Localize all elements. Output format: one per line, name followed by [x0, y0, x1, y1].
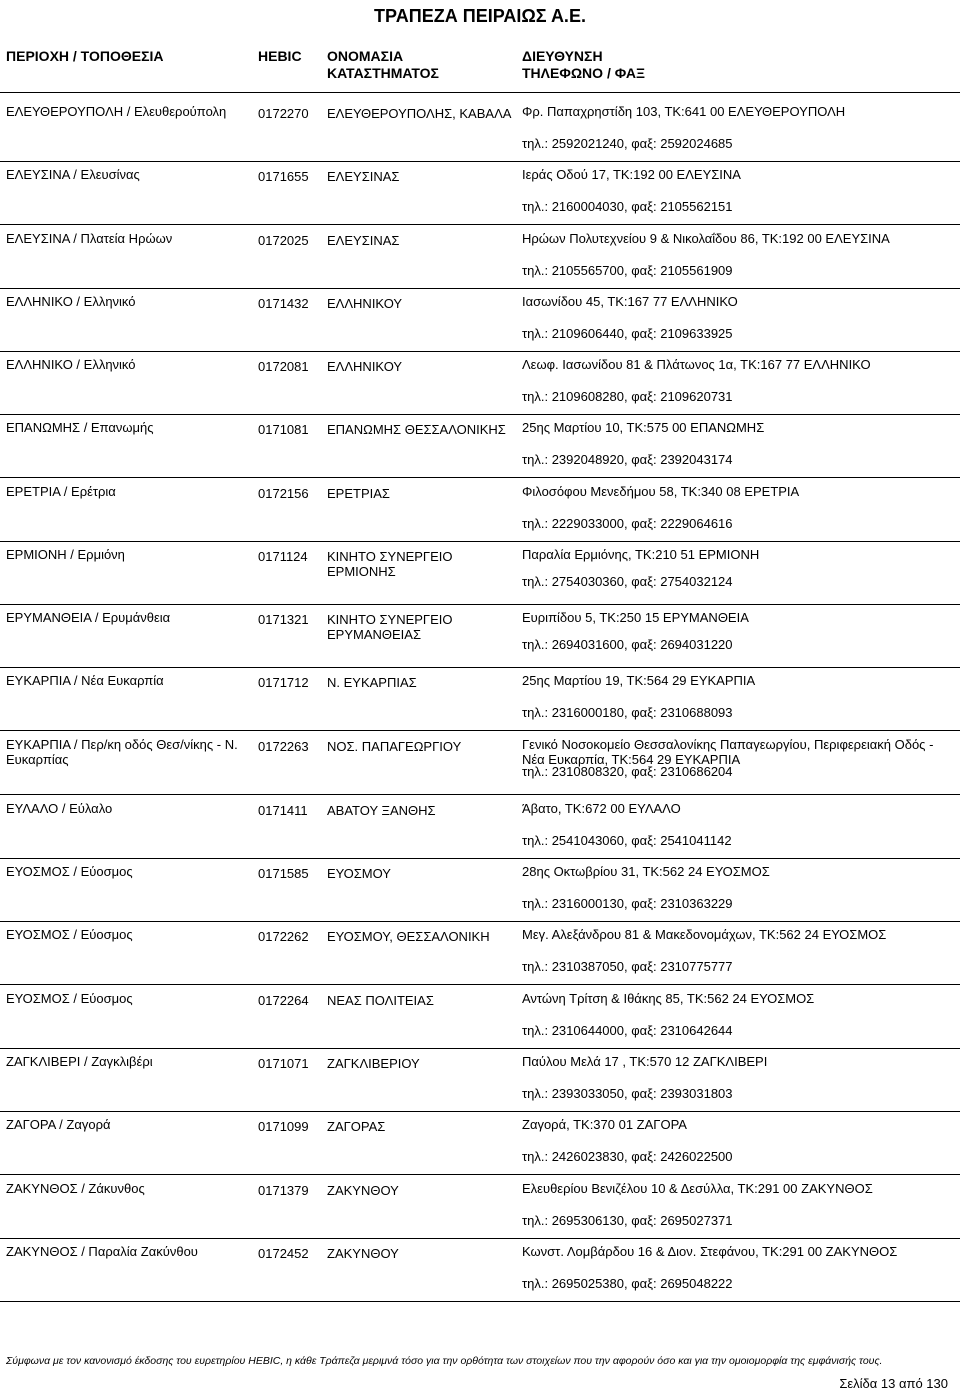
hebic-cell: 0172025 — [258, 233, 309, 248]
phone-fax-cell: τηλ.: 2754030360, φαξ: 2754032124 — [522, 574, 733, 589]
area-cell: ΕΡΕΤΡΙΑ / Ερέτρια — [6, 484, 116, 499]
address-cell: Παραλία Ερμιόνης, ΤΚ:210 51 ΕΡΜΙΟΝΗ — [522, 547, 760, 562]
header-name-line2: ΚΑΤΑΣΤΗΜΑΤΟΣ — [327, 65, 439, 81]
phone-fax-cell: τηλ.: 2392048920, φαξ: 2392043174 — [522, 452, 733, 467]
hebic-cell: 0171071 — [258, 1056, 309, 1071]
row-separator — [0, 288, 960, 289]
hebic-cell: 0172264 — [258, 993, 309, 1008]
phone-fax-cell: τηλ.: 2109606440, φαξ: 2109633925 — [522, 326, 733, 341]
branch-name-cell: ΝΟΣ. ΠΑΠΑΓΕΩΡΓΙΟΥ — [327, 739, 462, 754]
phone-fax-cell: τηλ.: 2229033000, φαξ: 2229064616 — [522, 516, 733, 531]
address-cell: Γενικό Νοσοκομείο Θεσσαλονίκης Παπαγεωργίου, Περιφερειακή Οδός - Νέα Ευκαρπία, ΤΚ:564 29 ΕΥΚΑΡΠΙΑ — [522, 737, 934, 767]
header-address-line1: ΔΙΕΥΘΥΝΣΗ — [522, 48, 603, 64]
area-cell: ΕΛΕΥΘΕΡΟΥΠΟΛΗ / Ελευθερούπολη — [6, 104, 227, 119]
branch-name-cell: ΚΙΝΗΤΟ ΣΥΝΕΡΓΕΙΟ ΕΡΥΜΑΝΘΕΙΑΣ — [327, 612, 453, 642]
branch-name-cell: ΖΑΓΟΡΑΣ — [327, 1119, 386, 1134]
area-cell: ΖΑΓΚΛΙΒΕΡΙ / Ζαγκλιβέρι — [6, 1054, 153, 1069]
phone-fax-cell: τηλ.: 2105565700, φαξ: 2105561909 — [522, 263, 733, 278]
address-cell: Φιλοσόφου Μενεδήμου 58, ΤΚ:340 08 ΕΡΕΤΡΙΑ — [522, 484, 800, 499]
area-cell: ΕΡΥΜΑΝΘΕΙΑ / Ερυμάνθεια — [6, 610, 171, 625]
hebic-cell: 0171321 — [258, 612, 309, 627]
hebic-cell: 0171432 — [258, 296, 309, 311]
row-separator — [0, 794, 960, 795]
phone-fax-cell: τηλ.: 2310808320, φαξ: 2310686204 — [522, 764, 733, 779]
branch-name-cell: Ν. ΕΥΚΑΡΠΙΑΣ — [327, 675, 417, 690]
area-cell: ΕΛΕΥΣΙΝΑ / Ελευσίνας — [6, 167, 140, 182]
address-cell: Αντώνη Τρίτση & Ιθάκης 85, ΤΚ:562 24 ΕΥΟΣΜΟΣ — [522, 991, 815, 1006]
row-separator — [0, 858, 960, 859]
phone-fax-cell: τηλ.: 2426023830, φαξ: 2426022500 — [522, 1149, 733, 1164]
address-cell: 25ης Μαρτίου 19, ΤΚ:564 29 ΕΥΚΑΡΠΙΑ — [522, 673, 756, 688]
phone-fax-cell: τηλ.: 2160004030, φαξ: 2105562151 — [522, 199, 733, 214]
area-cell: ΕΥΟΣΜΟΣ / Εύοσμος — [6, 864, 133, 879]
phone-fax-cell: τηλ.: 2592021240, φαξ: 2592024685 — [522, 136, 733, 151]
branch-name-cell: ΝΕΑΣ ΠΟΛΙΤΕΙΑΣ — [327, 993, 434, 1008]
hebic-cell: 0172452 — [258, 1246, 309, 1261]
row-separator — [0, 1301, 960, 1302]
area-cell: ΖΑΓΟΡΑ / Ζαγορά — [6, 1117, 111, 1132]
area-cell: ΕΛΛΗΝΙΚΟ / Ελληνικό — [6, 357, 136, 372]
address-cell: 28ης Οκτωβρίου 31, ΤΚ:562 24 ΕΥΟΣΜΟΣ — [522, 864, 770, 879]
address-cell: Φρ. Παπαχρηστίδη 103, ΤΚ:641 00 ΕΛΕΥΘΕΡΟΥΠΟΛΗ — [522, 104, 846, 119]
address-cell: Ελευθερίου Βενιζέλου 10 & Δεσύλλα, ΤΚ:291 00 ΖΑΚΥΝΘΟΣ — [522, 1181, 873, 1196]
area-cell: ΕΥΛΑΛΟ / Εύλαλο — [6, 801, 113, 816]
header-name-line1: ΟΝΟΜΑΣΙΑ — [327, 48, 404, 64]
row-separator — [0, 730, 960, 731]
hebic-cell: 0171099 — [258, 1119, 309, 1134]
phone-fax-cell: τηλ.: 2316000180, φαξ: 2310688093 — [522, 705, 733, 720]
branch-name-cell: ΕΛΕΥΣΙΝΑΣ — [327, 233, 400, 248]
footnote: Σύμφωνα με τον κανονισμό έκδοσης του ευρετηρίου HEBIC, η κάθε Τράπεζα μεριμνά τόσο για την ορθότητα των στοιχείων που την αφορούν όσο και για την ομοιομορφία της εμφάνισής τους. — [6, 1355, 883, 1367]
branch-name-cell: ΖΑΚΥΝΘΟΥ — [327, 1246, 399, 1261]
address-cell: 25ης Μαρτίου 10, ΤΚ:575 00 ΕΠΑΝΩΜΗΣ — [522, 420, 765, 435]
address-cell: Άβατο, ΤΚ:672 00 ΕΥΛΑΛΟ — [522, 801, 681, 816]
row-separator — [0, 604, 960, 605]
hebic-cell: 0171585 — [258, 866, 309, 881]
address-cell: Ευριπίδου 5, ΤΚ:250 15 ΕΡΥΜΑΝΘΕΙΑ — [522, 610, 749, 625]
row-separator — [0, 477, 960, 478]
area-cell: ΕΛΛΗΝΙΚΟ / Ελληνικό — [6, 294, 136, 309]
address-cell: Ζαγορά, ΤΚ:370 01 ΖΑΓΟΡΑ — [522, 1117, 687, 1132]
phone-fax-cell: τηλ.: 2109608280, φαξ: 2109620731 — [522, 389, 733, 404]
branch-name-cell: ΑΒΑΤΟΥ ΞΑΝΘΗΣ — [327, 803, 436, 818]
phone-fax-cell: τηλ.: 2695306130, φαξ: 2695027371 — [522, 1213, 733, 1228]
header-area: ΠΕΡΙΟΧΗ / ΤΟΠΟΘΕΣΙΑ — [6, 48, 164, 64]
branch-name-cell: ΕΡΕΤΡΙΑΣ — [327, 486, 390, 501]
row-separator — [0, 161, 960, 162]
row-separator — [0, 351, 960, 352]
branch-name-cell: ΖΑΓΚΛΙΒΕΡΙΟΥ — [327, 1056, 420, 1071]
branch-name-cell: ΕΠΑΝΩΜΗΣ ΘΕΣΣΑΛΟΝΙΚΗΣ — [327, 422, 506, 437]
hebic-cell: 0171411 — [258, 803, 308, 818]
header-branch-name — [327, 48, 439, 82]
phone-fax-cell: τηλ.: 2694031600, φαξ: 2694031220 — [522, 637, 733, 652]
address-cell: Ιεράς Οδού 17, ΤΚ:192 00 ΕΛΕΥΣΙΝΑ — [522, 167, 741, 182]
branch-name-cell: ΕΛΛΗΝΙΚΟΥ — [327, 359, 403, 374]
page-number: Σελίδα 13 από 130 — [839, 1376, 948, 1391]
hebic-cell: 0172156 — [258, 486, 309, 501]
row-separator — [0, 1111, 960, 1112]
header-address — [522, 48, 645, 82]
address-cell: Ηρώων Πολυτεχνείου 9 & Νικολαΐδου 86, ΤΚ:192 00 ΕΛΕΥΣΙΝΑ — [522, 231, 890, 246]
address-cell: Ιασωνίδου 45, ΤΚ:167 77 ΕΛΛΗΝΙΚΟ — [522, 294, 738, 309]
page-title: ΤΡΑΠΕΖΑ ΠΕΙΡΑΙΩΣ Α.Ε. — [374, 6, 586, 26]
area-cell: ΕΥΚΑΡΠΙΑ / Περ/κη οδός Θεσ/νίκης - Ν. Ευκαρπίας — [6, 737, 238, 767]
area-cell: ΕΡΜΙΟΝΗ / Ερμιόνη — [6, 547, 125, 562]
hebic-cell: 0171379 — [258, 1183, 309, 1198]
branch-name-cell: ΖΑΚΥΝΘΟΥ — [327, 1183, 399, 1198]
header-hebic: HEBIC — [258, 48, 302, 64]
area-cell: ΕΥΟΣΜΟΣ / Εύοσμος — [6, 927, 133, 942]
row-separator — [0, 1048, 960, 1049]
phone-fax-cell: τηλ.: 2393033050, φαξ: 2393031803 — [522, 1086, 733, 1101]
hebic-cell: 0172270 — [258, 106, 309, 121]
area-cell: ΕΠΑΝΩΜΗΣ / Επανωμής — [6, 420, 154, 435]
area-cell: ΖΑΚΥΝΘΟΣ / Ζάκυνθος — [6, 1181, 145, 1196]
row-separator — [0, 984, 960, 985]
header-address-line2: ΤΗΛΕΦΩΝΟ / ΦΑΞ — [522, 65, 645, 81]
hebic-cell: 0171124 — [258, 549, 308, 564]
address-cell: Κωνστ. Λομβάρδου 16 & Διον. Στεφάνου, ΤΚ:291 00 ΖΑΚΥΝΘΟΣ — [522, 1244, 898, 1259]
address-cell: Μεγ. Αλεξάνδρου 81 & Μακεδονομάχων, ΤΚ:562 24 ΕΥΟΣΜΟΣ — [522, 927, 887, 942]
area-cell: ΖΑΚΥΝΘΟΣ / Παραλία Ζακύνθου — [6, 1244, 198, 1259]
row-separator — [0, 1238, 960, 1239]
hebic-cell: 0172081 — [258, 359, 309, 374]
area-cell: ΕΛΕΥΣΙΝΑ / Πλατεία Ηρώων — [6, 231, 173, 246]
area-cell: ΕΥΟΣΜΟΣ / Εύοσμος — [6, 991, 133, 1006]
row-separator — [0, 1174, 960, 1175]
branch-name-cell: ΕΛΛΗΝΙΚΟΥ — [327, 296, 403, 311]
phone-fax-cell: τηλ.: 2316000130, φαξ: 2310363229 — [522, 896, 733, 911]
phone-fax-cell: τηλ.: 2541043060, φαξ: 2541041142 — [522, 833, 732, 848]
hebic-cell: 0171712 — [258, 675, 309, 690]
hebic-cell: 0171081 — [258, 422, 309, 437]
branch-name-cell: ΕΥΟΣΜΟΥ — [327, 866, 391, 881]
address-cell: Λεωφ. Ιασωνίδου 81 & Πλάτωνος 1α, ΤΚ:167 77 ΕΛΛΗΝΙΚΟ — [522, 357, 871, 372]
row-separator — [0, 667, 960, 668]
branch-name-cell: ΚΙΝΗΤΟ ΣΥΝΕΡΓΕΙΟ ΕΡΜΙΟΝΗΣ — [327, 549, 453, 579]
phone-fax-cell: τηλ.: 2695025380, φαξ: 2695048222 — [522, 1276, 733, 1291]
row-separator — [0, 541, 960, 542]
row-separator — [0, 224, 960, 225]
phone-fax-cell: τηλ.: 2310644000, φαξ: 2310642644 — [522, 1023, 733, 1038]
header-rule — [0, 92, 960, 93]
branch-name-cell: ΕΥΟΣΜΟΥ, ΘΕΣΣΑΛΟΝΙΚΗ — [327, 929, 490, 944]
address-cell: Παύλου Μελά 17 , ΤΚ:570 12 ΖΑΓΚΛΙΒΕΡΙ — [522, 1054, 768, 1069]
row-separator — [0, 921, 960, 922]
hebic-cell: 0172263 — [258, 739, 309, 754]
hebic-cell: 0171655 — [258, 169, 309, 184]
phone-fax-cell: τηλ.: 2310387050, φαξ: 2310775777 — [522, 959, 733, 974]
hebic-cell: 0172262 — [258, 929, 309, 944]
row-separator — [0, 414, 960, 415]
branch-name-cell: ΕΛΕΥΘΕΡΟΥΠΟΛΗΣ, ΚΑΒΑΛΑ — [327, 106, 512, 121]
branch-name-cell: ΕΛΕΥΣΙΝΑΣ — [327, 169, 400, 184]
area-cell: ΕΥΚΑΡΠΙΑ / Νέα Ευκαρπία — [6, 673, 164, 688]
